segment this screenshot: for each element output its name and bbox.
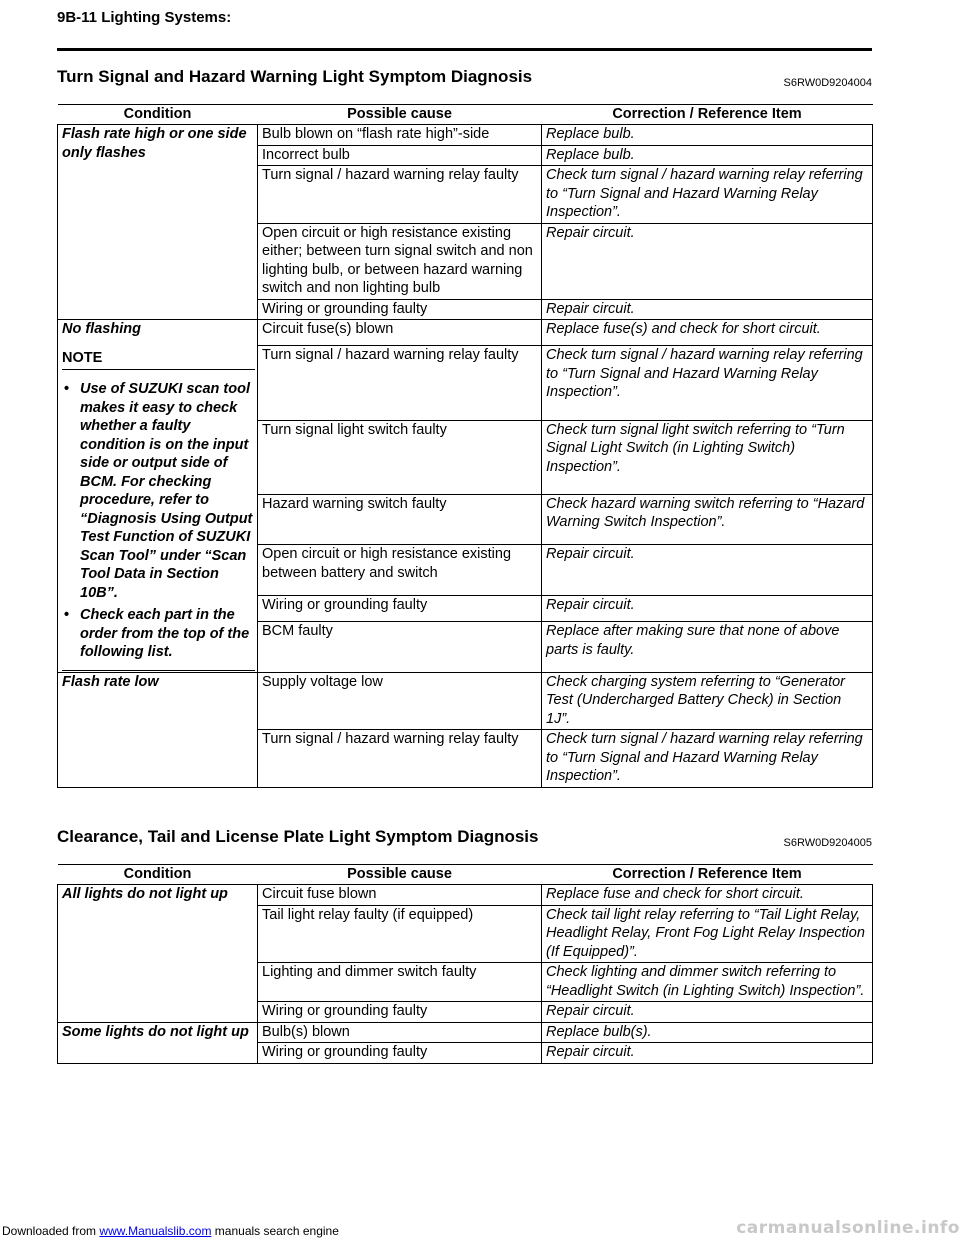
possible-cause-cell: Incorrect bulb: [258, 145, 542, 166]
possible-cause-cell: BCM faulty: [258, 622, 542, 672]
possible-cause-cell: Hazard warning switch faulty: [258, 494, 542, 544]
correction-cell: Replace bulb(s).: [542, 1022, 873, 1043]
note-label: NOTE: [62, 349, 255, 371]
condition-text: Flash rate low: [62, 673, 159, 690]
possible-cause-cell: Supply voltage low: [258, 672, 542, 730]
clearance-light-diagnosis-table: [57, 864, 873, 1064]
column-header-condition: Condition: [58, 865, 258, 885]
correction-cell: Check turn signal light switch referring to “Turn Signal Light Switch (in Lighting Switch) Inspection”.: [542, 420, 873, 494]
note-item: • Check each part in the order from the top of the following list.: [62, 606, 255, 662]
possible-cause-cell: Circuit fuse blown: [258, 885, 542, 906]
possible-cause-cell: Wiring or grounding faulty: [258, 1002, 542, 1023]
condition-cell: [58, 672, 258, 787]
page-header: 9B-11 Lighting Systems:: [57, 9, 232, 26]
possible-cause-cell: Wiring or grounding faulty: [258, 299, 542, 320]
possible-cause-cell: Open circuit or high resistance existing either; between turn signal switch and non lighting bulb, or between hazard warning switch and non lighting bulb: [258, 223, 542, 299]
correction-cell: Replace after making sure that none of above parts is faulty.: [542, 622, 873, 672]
correction-cell: Check lighting and dimmer switch referring to “Headlight Switch (in Lighting Switch) Inspection”.: [542, 963, 873, 1002]
section-2-heading: [57, 827, 872, 847]
table-header-row: [58, 865, 873, 885]
note-end-rule: [62, 670, 255, 671]
correction-cell: Replace bulb.: [542, 125, 873, 146]
correction-cell: Check tail light relay referring to “Tail Light Relay, Headlight Relay, Front Fog Light Relay Inspection (If Equipped)”.: [542, 905, 873, 963]
condition-text: Some lights do not light up: [62, 1023, 249, 1040]
note-list: [62, 380, 255, 662]
correction-cell: Repair circuit.: [542, 1043, 873, 1064]
possible-cause-cell: Bulb(s) blown: [258, 1022, 542, 1043]
correction-cell: Check turn signal / hazard warning relay referring to “Turn Signal and Hazard Warning Relay Inspection”.: [542, 346, 873, 420]
correction-cell: Check charging system referring to “Generator Test (Undercharged Battery Check) in Section 1J”.: [542, 672, 873, 730]
column-header-condition: Condition: [58, 105, 258, 125]
correction-cell: Repair circuit.: [542, 223, 873, 299]
possible-cause-cell: Wiring or grounding faulty: [258, 595, 542, 621]
possible-cause-cell: Open circuit or high resistance existing between battery and switch: [258, 545, 542, 595]
condition-cell: [58, 320, 258, 673]
condition-cell: [58, 885, 258, 1023]
table-row: [58, 672, 873, 730]
column-header-correction: Correction / Reference Item: [542, 865, 873, 885]
condition-text: All lights do not light up: [62, 886, 228, 902]
footer-link[interactable]: www.Manualslib.com: [99, 1224, 212, 1238]
condition-cell: [58, 125, 258, 320]
possible-cause-cell: Turn signal / hazard warning relay faulty: [258, 346, 542, 420]
possible-cause-cell: Turn signal / hazard warning relay faulty: [258, 730, 542, 788]
correction-cell: Repair circuit.: [542, 545, 873, 595]
correction-cell: Replace fuse and check for short circuit.: [542, 885, 873, 906]
section-2-code: S6RW0D9204005: [783, 837, 872, 849]
section-1-heading: [57, 67, 872, 87]
possible-cause-cell: Turn signal light switch faulty: [258, 420, 542, 494]
correction-cell: Repair circuit.: [542, 1002, 873, 1023]
table-row: [58, 125, 873, 146]
possible-cause-cell: Bulb blown on “flash rate high”-side: [258, 125, 542, 146]
table-header-row: [58, 105, 873, 125]
footer-credit: [2, 1224, 339, 1238]
correction-cell: Check turn signal / hazard warning relay referring to “Turn Signal and Hazard Warning Relay Inspection”.: [542, 730, 873, 788]
correction-cell: Repair circuit.: [542, 595, 873, 621]
condition-cell: [58, 1022, 258, 1063]
correction-cell: Replace fuse(s) and check for short circuit.: [542, 320, 873, 346]
possible-cause-cell: Lighting and dimmer switch faulty: [258, 963, 542, 1002]
possible-cause-cell: Wiring or grounding faulty: [258, 1043, 542, 1064]
page-footer: [0, 1218, 960, 1242]
note-item: • Use of SUZUKI scan tool makes it easy to check whether a faulty condition is on the input side or output side of BCM. For checking procedure, refer to “Diagnosis Using Output Test Function of SUZUKI Scan Tool” under “Scan Tool Data in Section 10B”.: [62, 380, 255, 602]
turn-signal-diagnosis-table: [57, 104, 873, 788]
table-row: [58, 885, 873, 906]
correction-cell: Replace bulb.: [542, 145, 873, 166]
condition-text: No flashing: [62, 321, 141, 337]
condition-text: Flash rate high or one side only flashes: [62, 126, 247, 161]
possible-cause-cell: Turn signal / hazard warning relay faulty: [258, 166, 542, 224]
table-row: [58, 1022, 873, 1043]
watermark: carmanualsonline.info: [736, 1218, 960, 1238]
section-2-title: Clearance, Tail and License Plate Light Symptom Diagnosis: [57, 827, 539, 846]
footer-suffix: manuals search engine: [214, 1224, 339, 1238]
column-header-correction: Correction / Reference Item: [542, 105, 873, 125]
table-row: [58, 320, 873, 346]
correction-cell: Repair circuit.: [542, 299, 873, 320]
header-rule: [57, 48, 872, 51]
column-header-possible-cause: Possible cause: [258, 865, 542, 885]
possible-cause-cell: Circuit fuse(s) blown: [258, 320, 542, 346]
correction-cell: Check turn signal / hazard warning relay referring to “Turn Signal and Hazard Warning Relay Inspection”.: [542, 166, 873, 224]
possible-cause-cell: Tail light relay faulty (if equipped): [258, 905, 542, 963]
note-box: [62, 349, 255, 671]
correction-cell: Check hazard warning switch referring to “Hazard Warning Switch Inspection”.: [542, 494, 873, 544]
footer-prefix: Downloaded from: [2, 1224, 97, 1238]
section-1-title: Turn Signal and Hazard Warning Light Symptom Diagnosis: [57, 67, 533, 86]
column-header-possible-cause: Possible cause: [258, 105, 542, 125]
section-1-code: S6RW0D9204004: [783, 77, 872, 89]
